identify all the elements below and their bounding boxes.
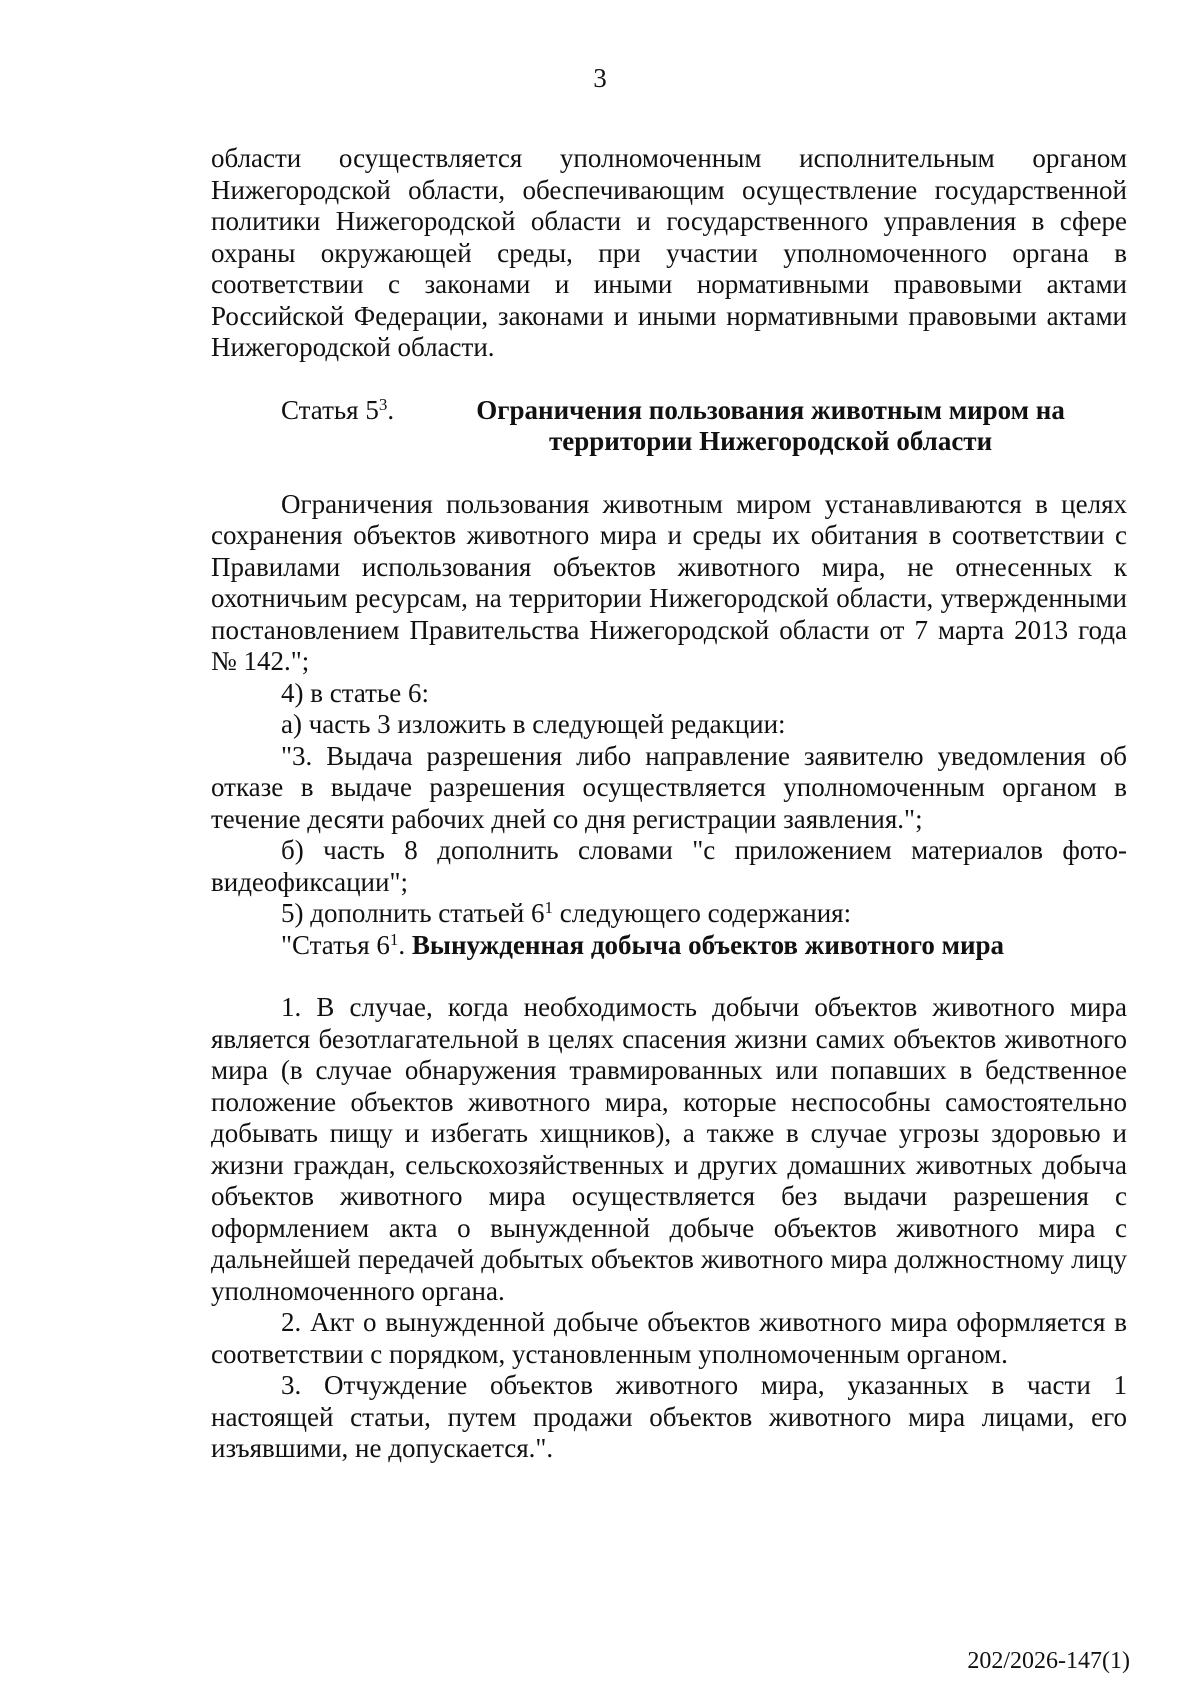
paragraph-restrictions: Ограничения пользования животным миром устанавливаются в целях сохранения объектов животного мира и среды их обитания в соответствии с Правилами использования объектов животного мира, не отнесенных к охотничьим ресурсам, на территории Нижегородской области, утвержденными постановлением Правительства Нижегородской области от 7 марта 2013 года № 142."; bbox=[211, 488, 1127, 676]
article-5-3-heading bbox=[281, 395, 1127, 458]
article-5-3-title: Ограничения пользования животным миром на территории Нижегородской области bbox=[476, 394, 1065, 456]
paragraph-item-4: 4) в статье 6: bbox=[281, 677, 429, 708]
paragraph-part-3-text: "3. Выдача разрешения либо направление заявителю уведомления об отказе в выдаче разрешения осуществляется уполномоченным органом в течение десяти рабочих дней со дня регистрации заявления."; bbox=[211, 740, 1127, 834]
article-6-1-heading: "Статья $6^1$. Вынужденная добыча объектов животного мира bbox=[281, 929, 1005, 960]
article-6-1-title: Вынужденная добыча объектов животного мира bbox=[411, 929, 1005, 960]
paragraph-article-6-1-part-3: 3. Отчуждение объектов животного мира, указанных в части 1 настоящей статьи, путем продажи объектов животного мира лицами, его изъявшими, не допускается.". bbox=[211, 1370, 1127, 1463]
article-5-3-label: Статья $5^3$. bbox=[281, 394, 395, 425]
paragraph-item-5: 5) дополнить статьей $6^1$ следующего содержания: bbox=[281, 898, 852, 928]
paragraph-article-6-1-part-1: 1. В случае, когда необходимость добычи объектов животного мира является безотлагательной в целях спасения жизни самих объектов животного мира (в случае обнаружения травмированных или попавших в бедственное положение объектов животного мира, которые неспособны самостоятельно добывать пищу и избегать хищников), а также в случае угрозы здоровью и жизни граждан, сельскохозяйственных и других домашних животных добыча объектов животного мира осуществляется без выдачи разрешения с оформлением акта о вынужденной добыче объектов животного мира с дальнейшей передачей добытых объектов животного мира должностному лицу уполномоченного органа. bbox=[211, 992, 1127, 1306]
paragraph-item-4a: а) часть 3 изложить в следующей редакции: bbox=[281, 709, 786, 739]
paragraph-authority: области осуществляется уполномоченным исполнительным органом Нижегородской области, обеспечивающим осуществление государственной политики Нижегородской области и государственного управления в сфере охраны окружающей среды, при участии уполномоченного органа в соответствии с законами и иными нормативными правовыми актами Российской Федерации, законами и иными нормативными правовыми актами Нижегородской области. bbox=[211, 143, 1127, 362]
paragraph-item-4b: б) часть 8 дополнить словами "с приложением материалов фото-видеофиксации"; bbox=[211, 835, 1127, 897]
document-code: 202/2026-147(1) bbox=[967, 1648, 1130, 1674]
paragraph-article-6-1-part-2: 2. Акт о вынужденной добыче объектов животного мира оформляется в соответствии с порядком, установленным уполномоченным органом. bbox=[211, 1307, 1127, 1369]
document-body bbox=[211, 143, 1127, 1465]
page-number: 3 bbox=[593, 63, 607, 93]
